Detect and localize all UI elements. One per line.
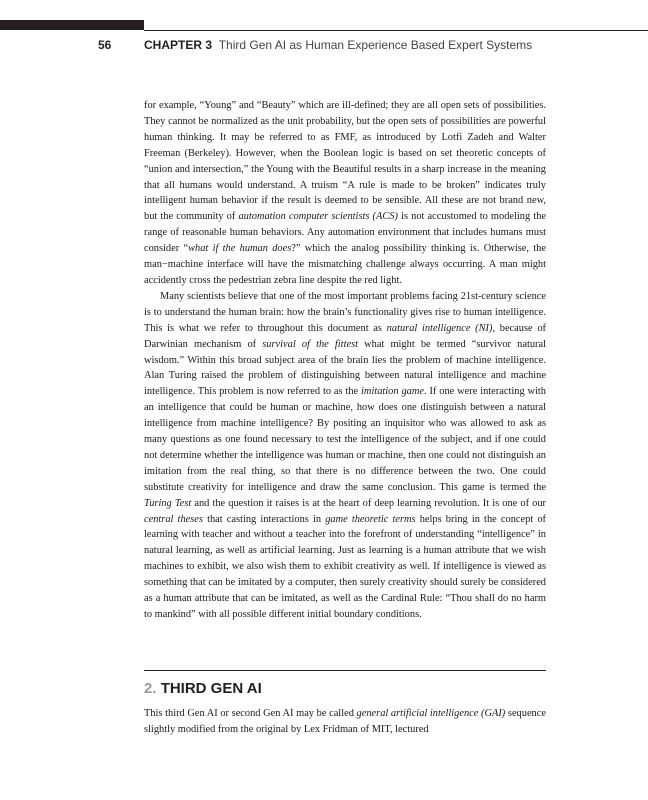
text-run: is not accustomed to modeling the range of reasonable human behaviors. Any automation environment that includes humans must consider “ [144, 211, 546, 255]
text-run: This third Gen AI or second Gen AI may be called [144, 708, 357, 719]
emphasis-text: Turing Test [144, 497, 192, 509]
text-run: . If one were interacting with an intelligence that could be human or machine, how does one distinguish between a natural intelligence from machine intelligence? By positing an inquisitor who was allowed to ask as many questions as one found necessary to test the intelligence of the subject, and if one could not determine whether the intelligence was human or machine, then one could not distinguish an imitation from the real thing, so that there is no difference between the two. One could substitute creativity for intelligence and draw the same conclusion. This game is termed the [144, 386, 546, 493]
emphasis-text: what if the human does [188, 243, 292, 255]
running-head [0, 38, 648, 54]
body-text [144, 98, 546, 623]
paragraph [144, 706, 546, 738]
emphasis-text: survival of the fittest [262, 338, 358, 350]
emphasis-text: game theoretic terms [325, 513, 416, 525]
section-divider [144, 670, 546, 671]
emphasis-text: general artificial intelligence (GAI) [356, 708, 506, 719]
chapter-heading [144, 38, 532, 52]
section-number: 2. [144, 680, 157, 697]
chapter-label: CHAPTER 3 [144, 38, 213, 52]
emphasis-text: imitation game [361, 386, 424, 398]
header-rule [144, 30, 648, 31]
text-run: sequence slightly modified from the original by Lex Fridman of MIT, lectured [144, 708, 546, 735]
text-run: helps bring in the concept of learning with teacher and without a teacher into the forefront of understanding “intelligence” in natural learning, as well as artificial learning. Just as learning is a human attribute that we wish machines to exhibit, we also wish them to exhibit creativity as well. If intelligence is viewed as something that can be imitated by a computer, then surely creativity should surely be considered as a human attribute that can be imitated, as well as the Cardinal Rule: “Thou shall do no harm to mankind” with all possible different initial boundary conditions. [144, 513, 546, 620]
text-run: Many scientists believe that one of the most important problems facing 21st-century science is to understand the human brain: how the brain’s functionality gives rise to human intelligence. This is what we refer to throughout this document as [144, 290, 546, 334]
text-run: for example, “Young” and “Beauty” which are ill-defined; they are all open sets of possibilities. They cannot be normalized as the unit probability, but the open sets of possibilities are powerful human thinking. It may be referred to as FMF, as introduced by Lotfi Zadeh and Walter Freeman (Berkeley). However, when the Boolean logic is based on set theoretic concepts of “union and intersection,” the Young with the Beautiful results in a sharp increase in the meaning that all humans would understand. A truism “A rule is made to be broken” indicates truly intelligent human behavior if the result is deemed to be sensible. All these are not brand new, but the community of [144, 100, 546, 223]
chapter-title: Third Gen AI as Human Experience Based Expert Systems [218, 38, 533, 52]
text-run: that casting interactions in [202, 513, 326, 525]
text-run: what might be termed “survivor natural wisdom.” Within this broad subject area of the brain lies the problem of machine intelligence. Alan Turing raised the problem of distinguishing between natural intelligence and machine intelligence. This problem is now referred to as the [144, 338, 546, 398]
paragraph [144, 98, 546, 289]
paragraph [144, 289, 546, 623]
emphasis-text: automation computer scientists (ACS) [238, 211, 398, 223]
header-accent-bar [0, 20, 144, 30]
text-run: ?” which the analog possibility thinking is. Otherwise, the man−machine interface will have the mismatching challenge always occurring. A man might accidently cross the pedestrian zebra line despite the red light. [144, 243, 546, 286]
emphasis-text: central theses [144, 513, 203, 525]
section-body [144, 706, 546, 738]
page-number: 56 [98, 38, 112, 52]
text-run: and the question it raises is at the heart of deep learning revolution. It is one of our [191, 497, 546, 509]
section-heading [144, 680, 546, 698]
section-title: THIRD GEN AI [160, 680, 262, 697]
emphasis-text: natural intelligence (NI) [386, 322, 493, 334]
text-run: , because of Darwinian mechanism of [144, 322, 546, 350]
